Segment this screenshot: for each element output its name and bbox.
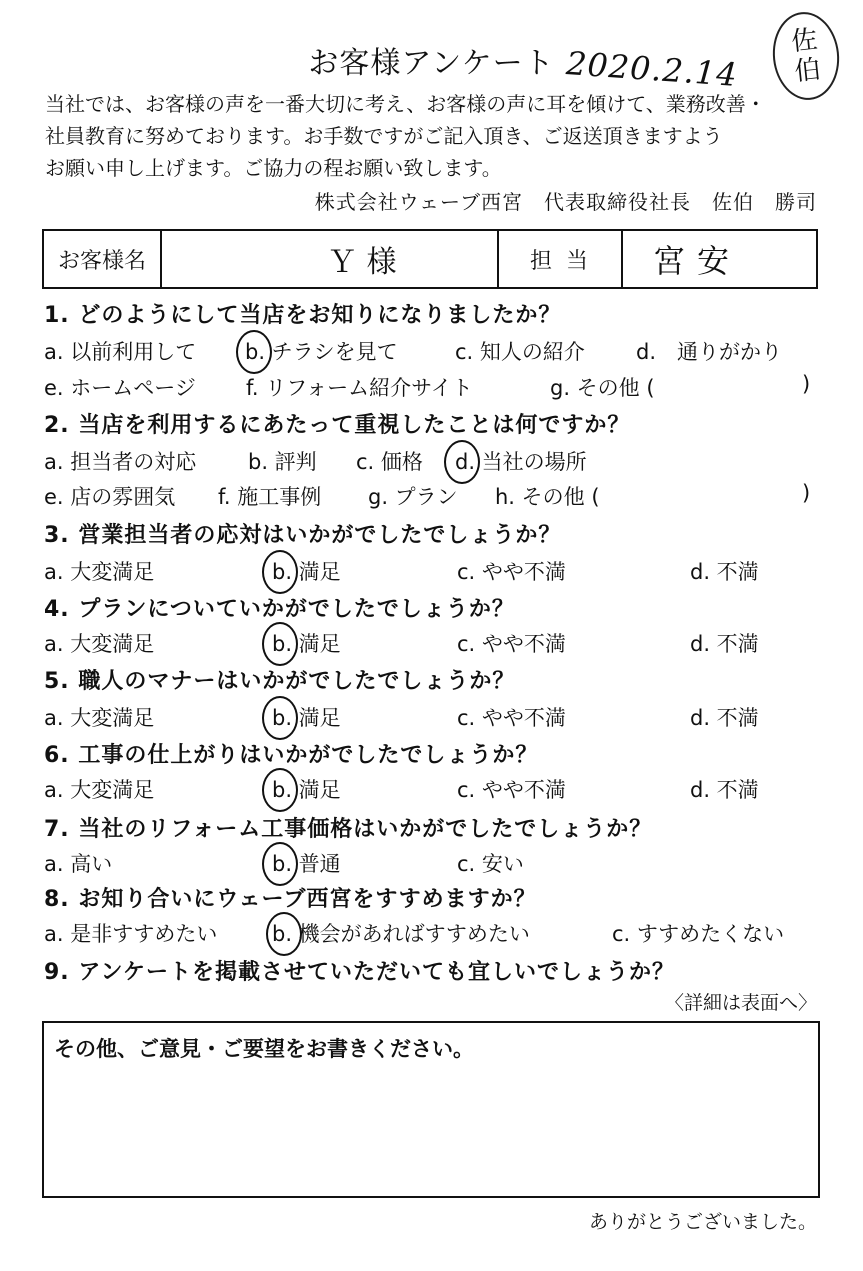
option-q6-0-1[interactable]: b. 満足 xyxy=(272,778,341,802)
question-4: 4. プランについていかがでしたでしょうか？ xyxy=(44,597,515,622)
option-q4-0-1[interactable]: b. 満足 xyxy=(272,632,341,656)
customer-name-label: お客様名 xyxy=(44,231,162,287)
option-q1-0-3[interactable]: d. 通りがかり xyxy=(636,340,783,364)
handwritten-date: 2020.2.14 xyxy=(564,44,739,94)
option-q5-0-1[interactable]: b. 満足 xyxy=(272,706,341,730)
answer-circle-6-b xyxy=(262,768,298,812)
option-q2-0-0[interactable]: a. 担当者の対応 xyxy=(44,450,197,474)
option-q1-1-1[interactable]: f. リフォーム紹介サイト xyxy=(246,376,473,400)
answer-circle-2-d xyxy=(444,440,480,484)
seal-char-2: 伯 xyxy=(793,54,823,88)
option-q3-0-3[interactable]: d. 不満 xyxy=(690,560,759,584)
page-title: お客様アンケート xyxy=(308,46,555,81)
company-signature: 株式会社ウェーブ西宮 代表取締役社長 佐伯 勝司 xyxy=(314,190,817,214)
option-q4-0-2[interactable]: c. やや不満 xyxy=(457,632,566,656)
option-q4-0-0[interactable]: a. 大変満足 xyxy=(44,632,155,656)
question-6: 6. 工事の仕上がりはいかがでしたでしょうか？ xyxy=(44,743,539,768)
option-q1-0-1[interactable]: b. チラシを見て xyxy=(245,340,398,364)
option-q3-0-1[interactable]: b. 満足 xyxy=(272,560,341,584)
intro-line-2: 社員教育に努めております。お手数ですがご記入頂き、ご返送頂きますよう xyxy=(45,124,723,148)
option-q2-0-2[interactable]: c. 価格 xyxy=(356,450,423,474)
answer-circle-3-b xyxy=(262,550,298,594)
seal-stamp xyxy=(769,9,844,103)
option-q1-1-0[interactable]: e. ホームページ xyxy=(44,376,196,400)
option-q2-1-4[interactable]: ) xyxy=(802,481,811,505)
option-q7-0-1[interactable]: b. 普通 xyxy=(272,852,341,876)
option-q2-1-2[interactable]: g. プラン xyxy=(368,485,458,509)
question-2: 2. 当店を利用するにあたって重視したことは何ですか？ xyxy=(44,413,631,438)
option-q1-1-2[interactable]: g. その他 ( xyxy=(550,376,655,400)
question-7: 7. 当社のリフォーム工事価格はいかがでしたでしょうか？ xyxy=(44,817,653,842)
answer-circle-1-b xyxy=(236,330,272,374)
detail-note: 〈詳細は表面へ〉 xyxy=(664,992,817,1014)
option-q6-0-0[interactable]: a. 大変満足 xyxy=(44,778,155,802)
option-q2-1-1[interactable]: f. 施工事例 xyxy=(218,485,322,509)
intro-line-3: お願い申し上げます。ご協力の程お願い致します。 xyxy=(45,156,502,180)
option-q2-1-0[interactable]: e. 店の雰囲気 xyxy=(44,485,176,509)
option-q6-0-3[interactable]: d. 不満 xyxy=(690,778,759,802)
option-q2-0-3[interactable]: d. 当社の場所 xyxy=(455,450,587,474)
option-q8-0-0[interactable]: a. 是非すすめたい xyxy=(44,922,218,946)
option-q1-1-3[interactable]: ) xyxy=(802,372,811,396)
option-q1-0-0[interactable]: a. 以前利用して xyxy=(44,340,197,364)
answer-circle-4-b xyxy=(262,622,298,666)
question-1: 1. どのようにして当店をお知りになりましたか？ xyxy=(44,303,562,328)
option-q2-1-3[interactable]: h. その他 ( xyxy=(495,485,600,509)
customer-name-value[interactable]: Ｙ 様 xyxy=(162,231,499,287)
option-q5-0-3[interactable]: d. 不満 xyxy=(690,706,759,730)
comment-box[interactable] xyxy=(42,1021,820,1198)
answer-circle-7-b xyxy=(262,842,298,886)
option-q2-0-1[interactable]: b. 評判 xyxy=(248,450,317,474)
staff-value[interactable]: 宮安 xyxy=(653,242,742,280)
staff-label: 担当 xyxy=(499,231,623,287)
option-q4-0-3[interactable]: d. 不満 xyxy=(690,632,759,656)
question-3: 3. 営業担当者の応対はいかがでしたでしょうか？ xyxy=(44,523,562,548)
question-9: 9. アンケートを掲載させていただいても宜しいでしょうか？ xyxy=(44,960,676,985)
answer-circle-8-b xyxy=(266,912,302,956)
option-q3-0-2[interactable]: c. やや不満 xyxy=(457,560,566,584)
option-q1-0-2[interactable]: c. 知人の紹介 xyxy=(455,340,585,364)
option-q7-0-2[interactable]: c. 安い xyxy=(457,852,524,876)
comment-label: その他、ご意見・ご要望をお書きください。 xyxy=(54,1037,474,1061)
option-q5-0-2[interactable]: c. やや不満 xyxy=(457,706,566,730)
option-q7-0-0[interactable]: a. 高い xyxy=(44,852,113,876)
question-8: 8. お知り合いにウェーブ西宮をすすめますか？ xyxy=(44,887,537,912)
closing-message: ありがとうございました。 xyxy=(588,1211,817,1233)
customer-info-table xyxy=(42,229,818,289)
option-q3-0-0[interactable]: a. 大変満足 xyxy=(44,560,155,584)
option-q8-0-2[interactable]: c. すすめたくない xyxy=(612,922,785,946)
option-q8-0-1[interactable]: b. 機会があればすすめたい xyxy=(272,922,530,946)
option-q5-0-0[interactable]: a. 大変満足 xyxy=(44,706,155,730)
option-q6-0-2[interactable]: c. やや不満 xyxy=(457,778,566,802)
answer-circle-5-b xyxy=(262,696,298,740)
question-5: 5. 職人のマナーはいかがでしたでしょうか？ xyxy=(44,669,516,694)
seal-char-1: 佐 xyxy=(789,24,819,58)
intro-line-1: 当社では、お客様の声を一番大切に考え、お客様の声に耳を傾けて、業務改善・ xyxy=(45,92,766,116)
